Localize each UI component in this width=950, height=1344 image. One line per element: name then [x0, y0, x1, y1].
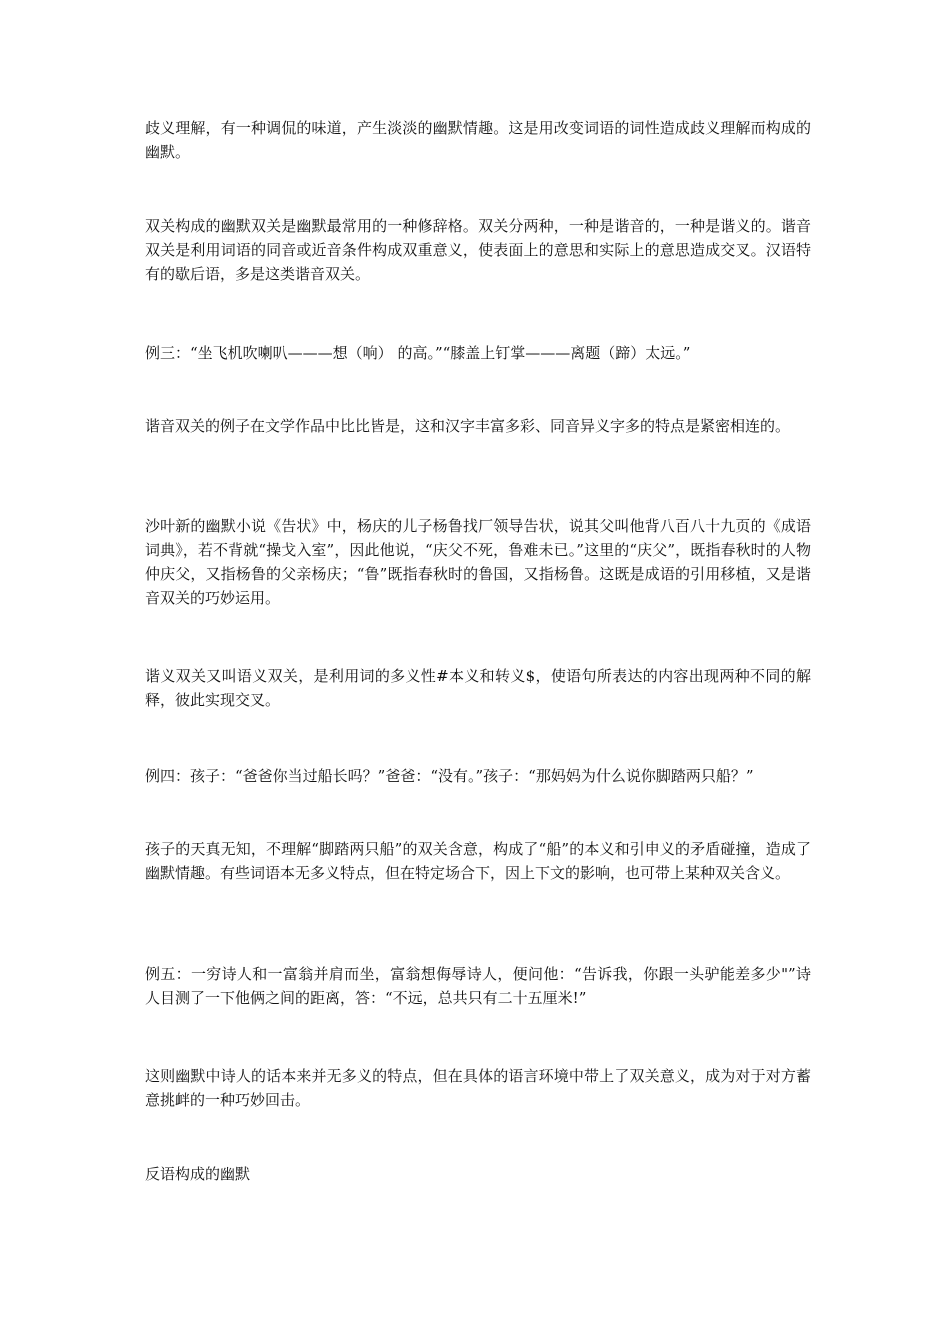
paragraph-example-three: 例三：“坐飞机吹喇叭———想（响） 的高。”“膝盖上钉掌———离题（蹄）太远。” [145, 344, 691, 362]
paragraph-example-four: 例四：孩子：“爸爸你当过船长吗？”爸爸：“没有。”孩子：“那妈妈为什么说你脚踏两只船？” [145, 767, 754, 785]
paragraph-shaye-xin-story: 沙叶新的幽默小说《告状》中，杨庆的儿子杨鲁找厂领导告状，说其父叫他背八百八十九页的《成语词典》，若不背就“操戈入室”，因此他说，“庆父不死，鲁难未已。”这里的“庆父”，既指春秋时的人物仲庆父，又指杨鲁的父亲杨庆；“鲁”既指春秋时的鲁国，又指杨鲁。这既是成语的引用移植，又是谐音双关的巧妙运用。 [145, 517, 811, 607]
paragraph-semantic-pun: 谐义双关又叫语义双关，是利用词的多义性#本义和转义$，使语句所表达的内容出现两种不同的解释，彼此实现交叉。 [145, 667, 811, 709]
paragraph-pun-intro: 双关构成的幽默双关是幽默最常用的一种修辞格。双关分两种，一种是谐音的，一种是谐义的。谐音双关是利用词语的同音或近音条件构成双重意义，使表面上的意思和实际上的意思造成交叉。汉语特有的歇后语，多是这类谐音双关。 [145, 217, 811, 283]
paragraph-poet-retort: 这则幽默中诗人的话本来并无多义的特点，但在具体的语言环境中带上了双关意义，成为对于对方蓄意挑衅的一种巧妙回击。 [145, 1067, 811, 1109]
section-heading-irony-humor: 反语构成的幽默 [145, 1165, 251, 1183]
paragraph-child-innocence: 孩子的天真无知，不理解“脚踏两只船”的双关含意，构成了“船”的本义和引申义的矛盾碰撞，造成了幽默情趣。有些词语本无多义特点，但在特定场合下，因上下文的影响，也可带上某种双关含义。 [145, 840, 811, 882]
paragraph-ambiguity-conclusion: 歧义理解，有一种调侃的味道，产生淡淡的幽默情趣。这是用改变词语的词性造成歧义理解而构成的幽默。 [145, 119, 811, 161]
paragraph-homophone-examples: 谐音双关的例子在文学作品中比比皆是，这和汉字丰富多彩、同音异义字多的特点是紧密相连的。 [145, 417, 791, 435]
paragraph-example-five: 例五：一穷诗人和一富翁并肩而坐，富翁想侮辱诗人，便问他：“告诉我，你跟一头驴能差多少"”诗人目测了一下他俩之间的距离，答：“不远，总共只有二十五厘米!” [145, 965, 811, 1007]
